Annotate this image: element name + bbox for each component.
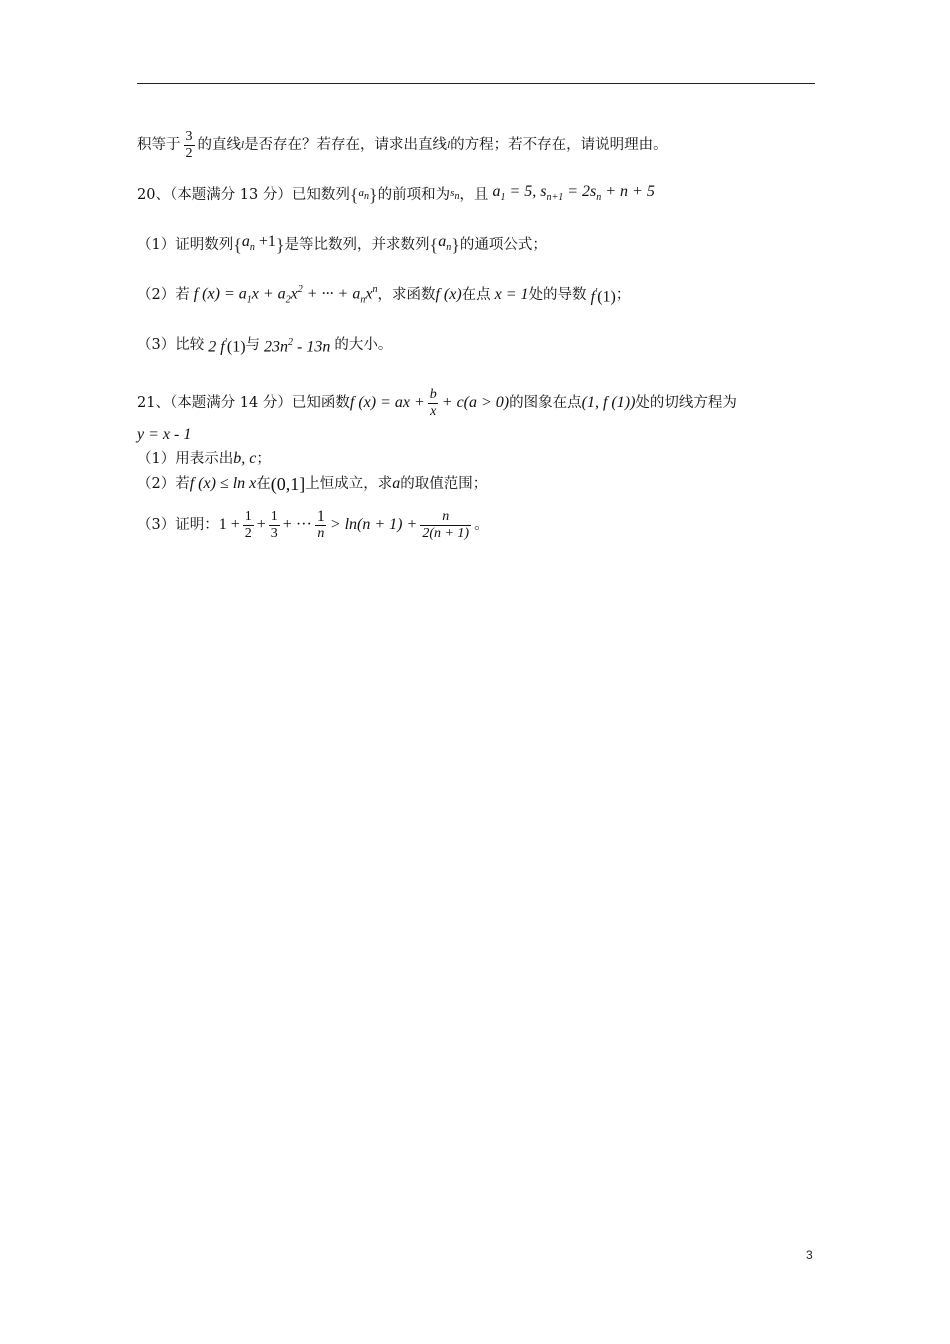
fraction-denominator: 3	[270, 525, 278, 541]
problem-21-label: 21、（本题满分 14 分）已知函数	[137, 395, 350, 411]
math-symbol: f	[590, 288, 596, 306]
problem-21-part-3	[137, 505, 489, 545]
text: 的图象在点	[509, 395, 582, 411]
problem-21-part-1	[137, 448, 271, 470]
math-subscript: n	[596, 192, 602, 204]
math-symbol: x	[290, 285, 298, 303]
math-subscript: n+1	[546, 192, 564, 204]
math-derivative	[591, 283, 616, 307]
math-symbol: s	[450, 186, 455, 199]
math-symbol: x	[365, 285, 373, 303]
math-symbol: 2 f	[208, 338, 225, 356]
fraction-denominator: x	[430, 403, 437, 419]
math-subscript: 1	[500, 192, 506, 204]
text: （2）若	[137, 287, 190, 303]
fraction-denominator: 2	[185, 145, 193, 161]
math-subscript: n	[446, 242, 452, 254]
fraction-numerator: 1	[270, 508, 278, 524]
text: 在	[256, 476, 271, 492]
text: （2）若	[137, 476, 190, 492]
math-subscript: 2	[285, 294, 291, 306]
math-superscript: ′	[595, 286, 598, 298]
problem-21-tangent-line	[137, 424, 191, 446]
brace-left: {	[429, 235, 439, 255]
math-symbol: 23n	[264, 338, 289, 356]
text: 的方程；若不存在，请说明理由。	[450, 137, 668, 153]
math-fx-polynomial	[194, 280, 378, 311]
text: 积等于	[137, 137, 181, 153]
math-subscript: n	[454, 191, 460, 203]
text: ；	[256, 451, 271, 467]
text: 是等比数列，并求数列	[284, 237, 430, 253]
math-tangent-equation: y = x - 1	[137, 426, 192, 443]
math-symbol: (1)	[226, 338, 246, 356]
fraction-b-over-x	[428, 387, 439, 420]
text: 是否存在？若存在，请求出直线	[244, 137, 448, 153]
problem-20-heading	[137, 184, 655, 206]
fraction-one-half	[243, 509, 254, 542]
problem-20-part-3	[137, 334, 392, 356]
fraction-denominator: 2(n + 1)	[422, 525, 470, 541]
math-symbol: = 5, s	[505, 182, 547, 200]
math-b-c: b, c	[233, 450, 257, 467]
fraction-numerator: 3	[185, 128, 193, 144]
math-subscript: 1	[246, 294, 252, 306]
text: 处的导数	[528, 287, 587, 303]
text: （1）证明数列	[137, 237, 234, 253]
text: 的通项公式；	[459, 237, 547, 253]
problem-20-label: 20、（本题满分 13 分）已知数列	[137, 187, 350, 203]
math-symbol: - 13n	[293, 338, 331, 356]
math-superscript: ′	[224, 336, 227, 348]
fraction-numerator: b	[429, 386, 437, 402]
text: 。	[474, 517, 489, 533]
math-symbol: a	[241, 232, 250, 250]
text: （1）用表示出	[137, 451, 234, 467]
text: ，求函数	[377, 287, 436, 303]
math-symbol: = 2s	[563, 182, 597, 200]
brace-left: {	[233, 235, 242, 255]
math-2f-prime-1	[208, 333, 245, 357]
math-condition	[492, 182, 654, 208]
math-symbol: + ··· + a	[302, 285, 361, 303]
text: 的前项和为	[377, 187, 451, 203]
text: ，且	[459, 187, 489, 203]
math-superscript: n	[372, 283, 378, 295]
problem-21-part-2	[137, 473, 487, 495]
text: 的大小。	[334, 337, 393, 353]
math-subscript: n	[360, 294, 366, 306]
math-superscript: 2	[297, 283, 303, 295]
page-number: 3	[806, 1248, 813, 1262]
math-interval: (0,1]	[270, 474, 306, 494]
math-var-a: a	[392, 475, 401, 492]
math-fx-definition-tail: + c(a > 0)	[441, 394, 510, 411]
math-symbol: (1)	[597, 288, 616, 306]
math-var-l: l	[241, 139, 245, 151]
fraction-one-third	[269, 509, 280, 542]
problem-20-part-1	[137, 234, 547, 256]
math-symbol: x + a	[251, 285, 286, 303]
text: 与	[245, 337, 261, 353]
text: ；	[615, 287, 631, 303]
fraction-numerator: 1	[244, 508, 252, 524]
math-fx: f (x)	[435, 286, 462, 303]
math-symbol: a	[358, 186, 365, 199]
math-x-equals-1: x = 1	[494, 286, 529, 303]
fraction-numerator: 1	[316, 507, 325, 525]
math-an	[438, 232, 451, 258]
math-23n2-13n	[264, 333, 330, 357]
fraction-numerator: n	[442, 508, 450, 524]
brace-right: }	[369, 185, 378, 205]
math-sn	[450, 183, 459, 207]
problem-21-heading	[137, 385, 737, 421]
text: 在点	[461, 287, 491, 303]
math-fx-le-lnx: f (x) ≤ ln x	[189, 475, 257, 492]
fraction-n-over-2n1	[420, 509, 471, 542]
math-symbol: + n + 5	[601, 182, 655, 200]
brace-left: {	[349, 185, 359, 205]
math-symbol: f (x) = a	[193, 285, 247, 303]
math-greater-ln: > ln(n + 1) +	[329, 516, 418, 533]
fraction-denominator: 2	[244, 525, 252, 541]
problem-20-part-2	[137, 284, 630, 306]
math-subscript: n	[249, 242, 255, 254]
math-var-l: l	[447, 139, 451, 151]
math-subscript: n	[364, 191, 370, 203]
fraction-denominator: n	[317, 525, 325, 541]
math-plus: +	[256, 516, 266, 533]
text: 的取值范围；	[400, 476, 488, 492]
math-point: (1, f (1))	[581, 394, 636, 411]
prev-problem-continuation	[137, 128, 668, 161]
math-an	[359, 183, 370, 207]
math-superscript: 2	[288, 336, 294, 348]
text: 的直线	[197, 137, 241, 153]
math-fx-definition: f (x) = ax +	[349, 394, 425, 411]
brace-right: }	[451, 235, 460, 255]
math-an-plus-1	[242, 232, 276, 258]
math-one-plus: 1 +	[218, 516, 240, 533]
header-rule	[137, 83, 815, 84]
math-symbol: +1	[254, 232, 276, 250]
math-symbol: a	[492, 182, 501, 200]
fraction-one-over-n	[315, 509, 327, 542]
text: （3）比较	[137, 337, 205, 353]
text: （3）证明：	[137, 517, 219, 533]
math-plus-dots: + ···	[282, 516, 312, 533]
fraction-three-halves	[184, 129, 195, 162]
text: 处的切线方程为	[635, 395, 737, 411]
math-symbol: a	[438, 232, 447, 250]
brace-right: }	[275, 235, 285, 255]
text: 上恒成立，求	[305, 476, 393, 492]
